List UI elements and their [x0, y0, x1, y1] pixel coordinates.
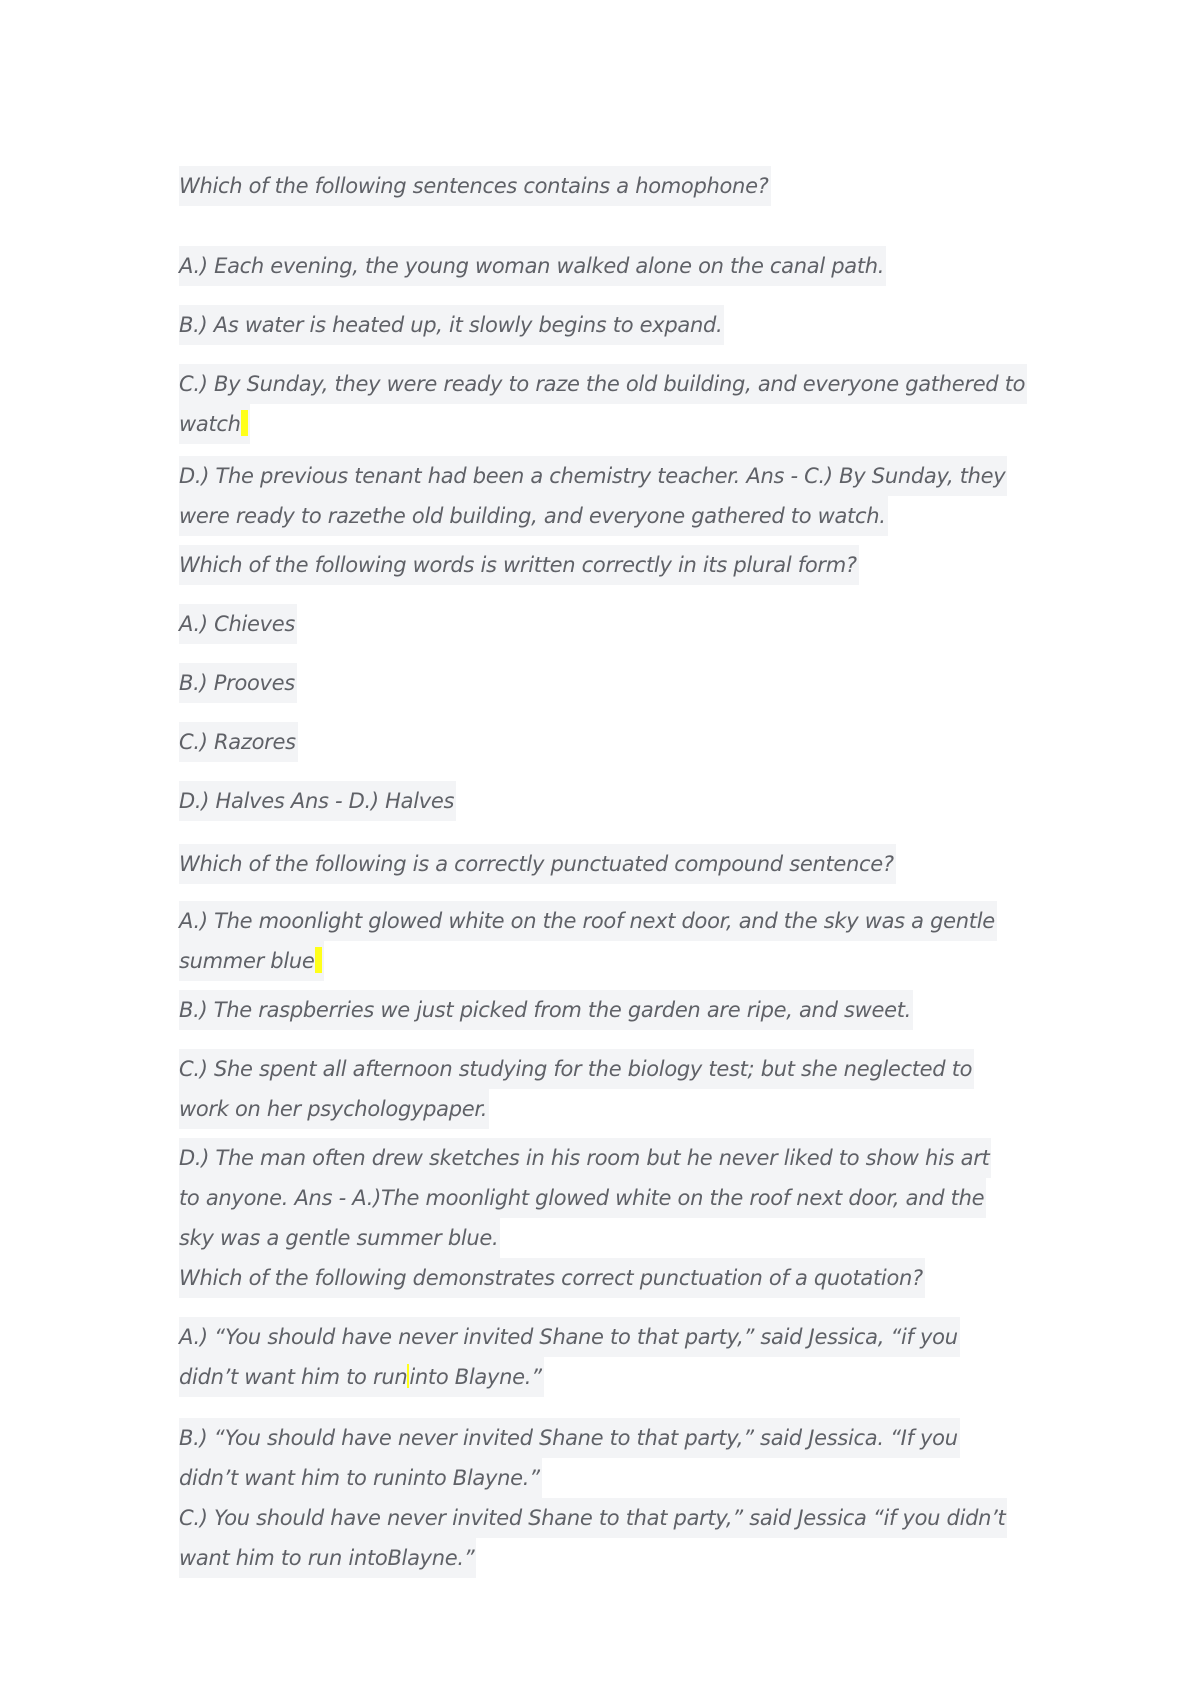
option-line: D.) Halves Ans - D.) Halves	[179, 781, 456, 821]
option-line: C.) By Sunday, they were ready to raze the old building, and everyone gathered to	[179, 364, 1027, 404]
question-2-option-d	[179, 781, 456, 821]
highlight-mark	[315, 947, 322, 973]
option-text: didn’t want him to run	[179, 1365, 408, 1389]
question-1-option-d	[179, 456, 1007, 536]
option-line: A.) “You should have never invited Shane to that party,” said Jessica, “if you	[179, 1317, 960, 1357]
question-1-option-a	[179, 246, 886, 286]
question-1-prompt	[179, 166, 771, 206]
option-line: B.) As water is heated up, it slowly begins to expand.	[179, 305, 724, 345]
question-2-option-a	[179, 604, 297, 644]
question-3-prompt	[179, 844, 896, 884]
option-line: D.) The man often drew sketches in his room but he never liked to show his art	[179, 1138, 991, 1178]
question-2-prompt	[179, 545, 859, 585]
option-line: want him to run intoBlayne.”	[179, 1538, 476, 1578]
option-line: B.) The raspberries we just picked from the garden are ripe, and sweet.	[179, 990, 913, 1030]
option-line	[179, 941, 324, 981]
option-line: C.) You should have never invited Shane to that party,” said Jessica “if you didn’t	[179, 1498, 1007, 1538]
question-1-option-b	[179, 305, 724, 345]
option-line: were ready to razethe old building, and everyone gathered to watch.	[179, 496, 888, 536]
question-2-option-c	[179, 722, 298, 762]
option-line: B.) Prooves	[179, 663, 297, 703]
prompt-line: Which of the following demonstrates correct punctuation of a quotation?	[179, 1258, 925, 1298]
question-3-option-a	[179, 901, 997, 981]
option-line: to anyone. Ans - A.)The moonlight glowed white on the roof next door, and the	[179, 1178, 986, 1218]
option-line: B.) “You should have never invited Shane to that party,” said Jessica. “If you	[179, 1418, 960, 1458]
highlight-mark	[241, 410, 248, 436]
prompt-line: Which of the following words is written correctly in its plural form?	[179, 545, 859, 585]
option-line: sky was a gentle summer blue.	[179, 1218, 500, 1258]
prompt-line: Which of the following sentences contains a homophone?	[179, 166, 771, 206]
question-3-option-d	[179, 1138, 991, 1258]
option-line: D.) The previous tenant had been a chemistry teacher. Ans - C.) By Sunday, they	[179, 456, 1007, 496]
option-line	[179, 1357, 544, 1397]
question-3-option-c	[179, 1049, 974, 1129]
option-line: C.) She spent all afternoon studying for the biology test; but she neglected to	[179, 1049, 974, 1089]
option-line: didn’t want him to runinto Blayne.”	[179, 1458, 542, 1498]
option-text: summer blue	[179, 949, 315, 973]
option-text: into Blayne.”	[409, 1365, 542, 1389]
option-text: watch	[179, 412, 241, 436]
option-line	[179, 404, 250, 444]
question-2-option-b	[179, 663, 297, 703]
prompt-line: Which of the following is a correctly punctuated compound sentence?	[179, 844, 896, 884]
question-1-option-c	[179, 364, 1027, 444]
option-line: A.) Each evening, the young woman walked alone on the canal path.	[179, 246, 886, 286]
question-4-prompt	[179, 1258, 925, 1298]
option-line: A.) The moonlight glowed white on the roof next door, and the sky was a gentle	[179, 901, 997, 941]
option-line: work on her psychologypaper.	[179, 1089, 489, 1129]
question-4-option-b	[179, 1418, 960, 1498]
question-3-option-b	[179, 990, 913, 1030]
question-4-option-c	[179, 1498, 1007, 1578]
question-4-option-a	[179, 1317, 960, 1397]
option-line: C.) Razores	[179, 722, 298, 762]
option-line: A.) Chieves	[179, 604, 297, 644]
